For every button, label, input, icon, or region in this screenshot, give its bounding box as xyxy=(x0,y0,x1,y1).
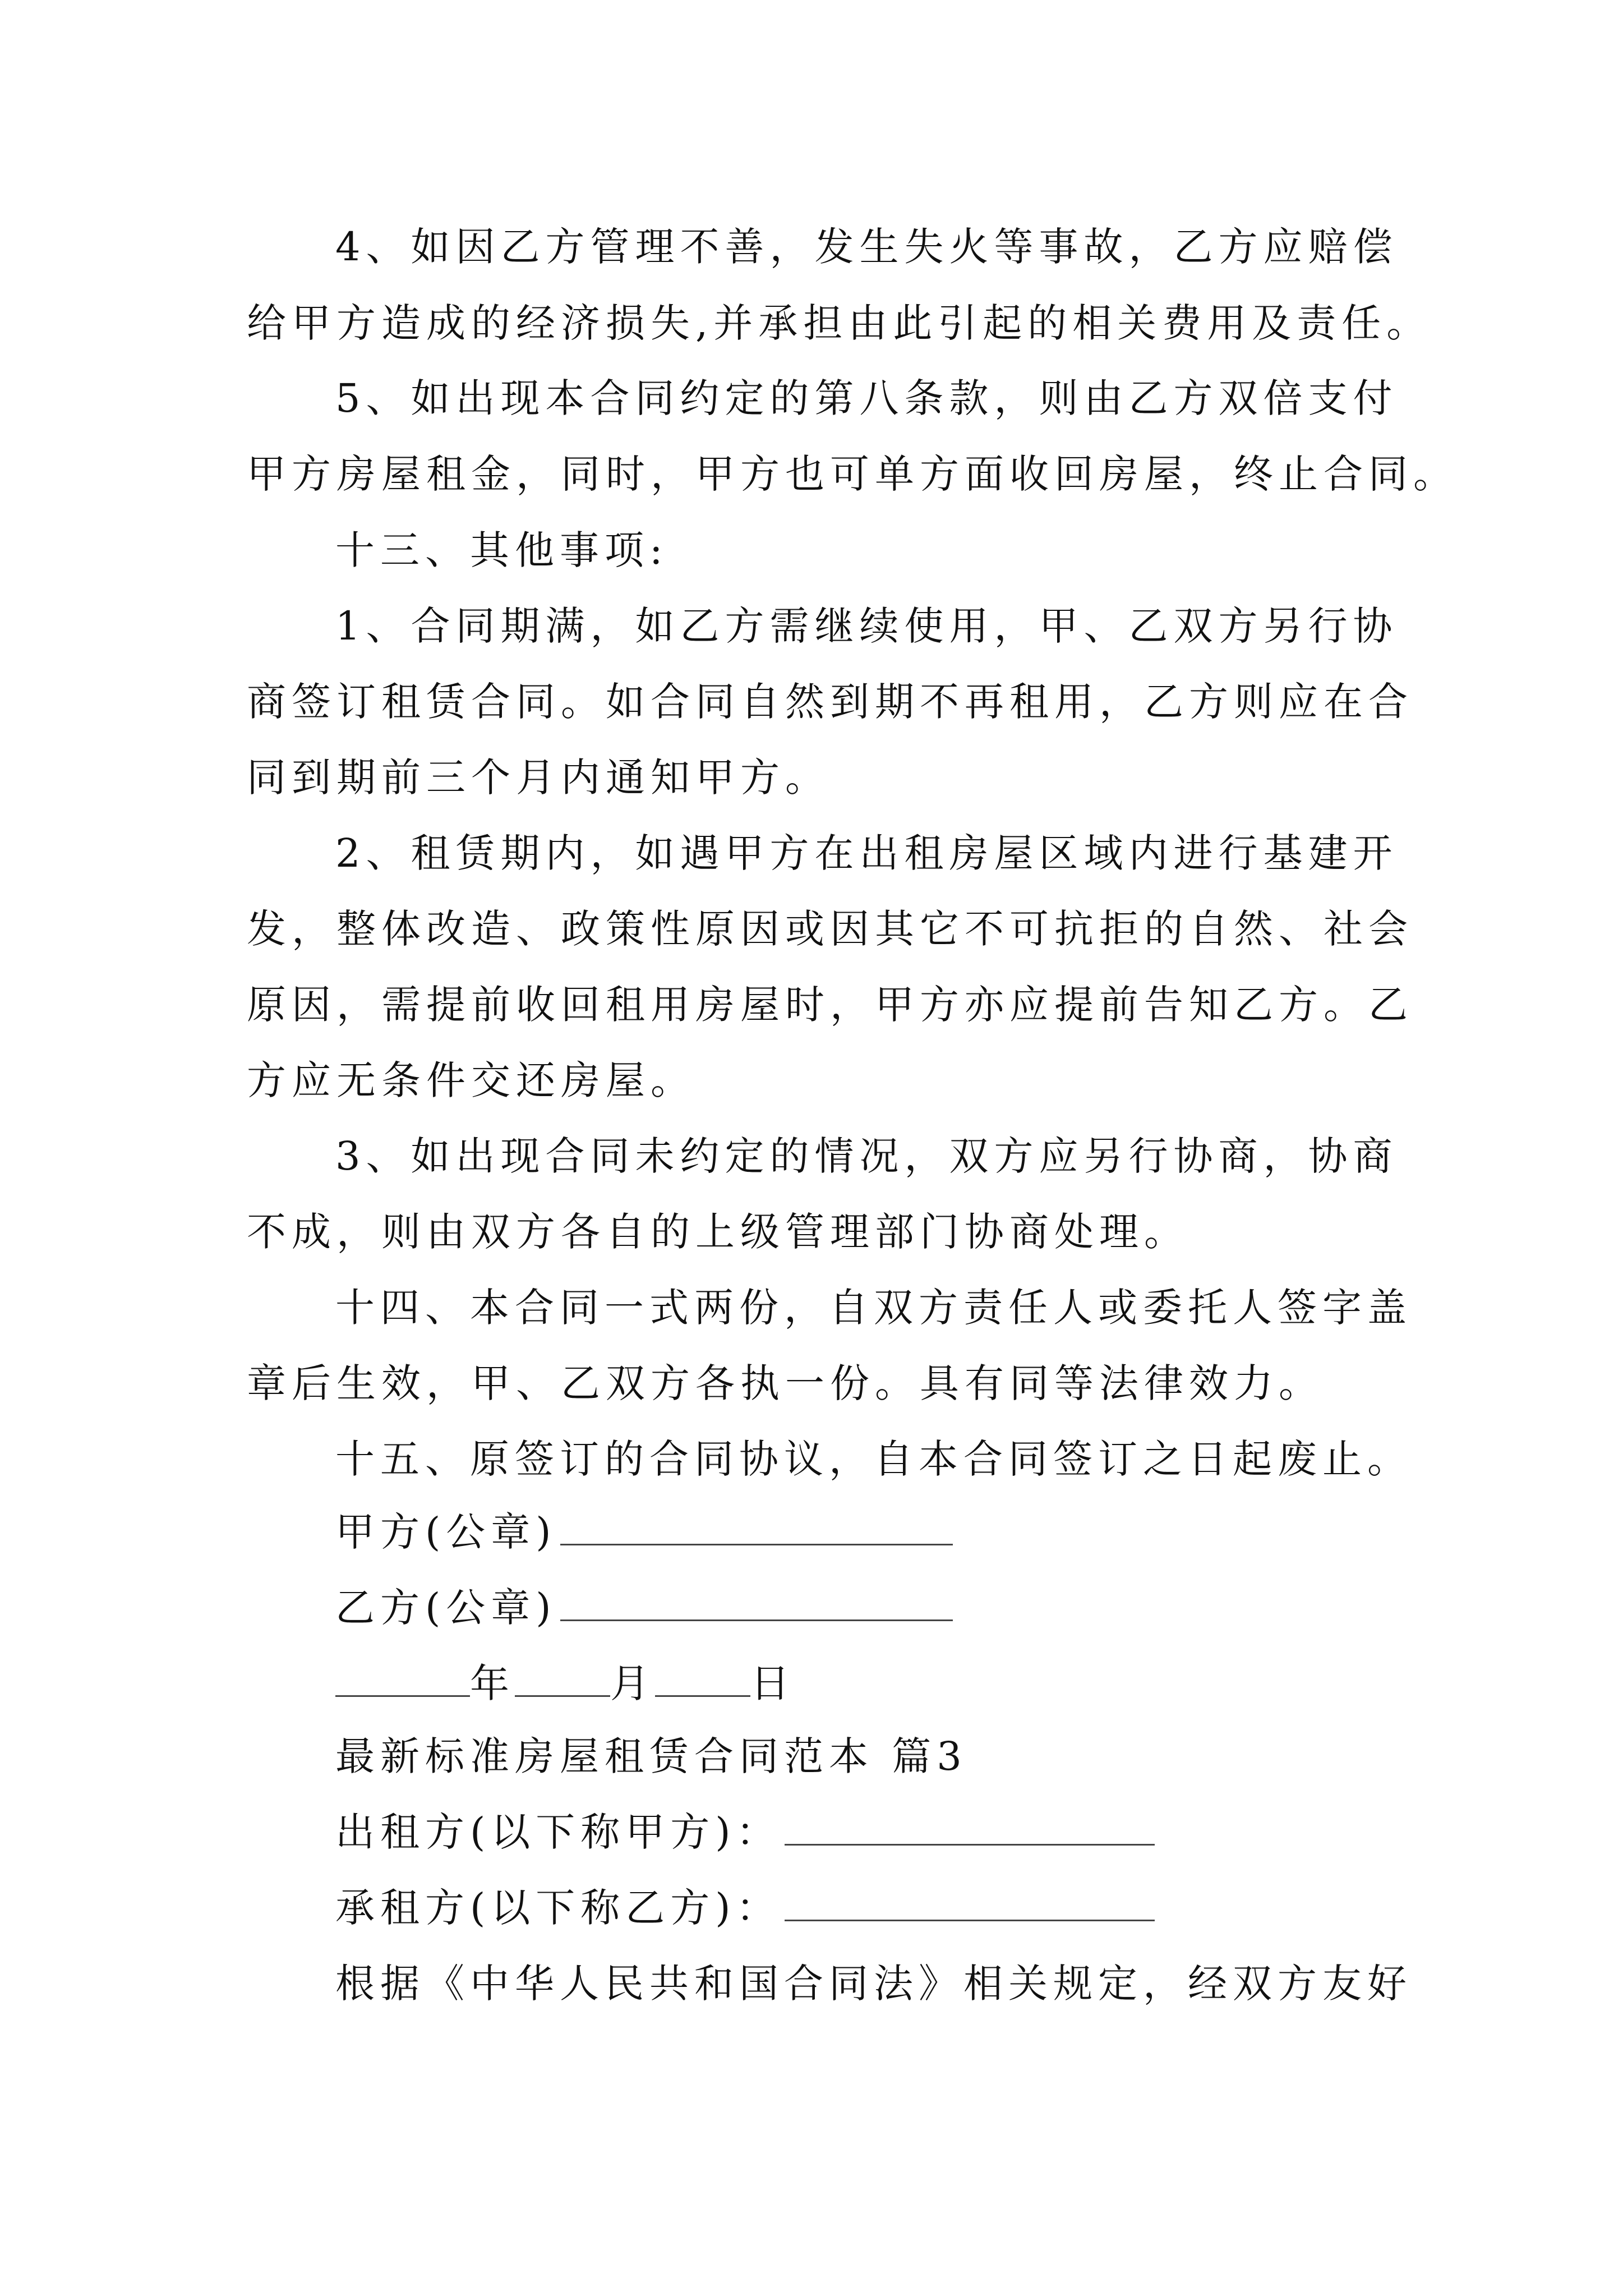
paragraph-line: 4、如因乙方管理不善，发生失火等事故，乙方应赔偿 xyxy=(335,224,1398,270)
paragraph-line: 十五、原签订的合同协议，自本合同签订之日起废止。 xyxy=(335,1436,1412,1482)
paragraph-line: 方应无条件交还房屋。 xyxy=(247,1057,695,1103)
section-heading: 十三、其他事项: xyxy=(335,527,668,573)
party-b-signature-blank xyxy=(560,1584,953,1621)
party-b-signature-line xyxy=(335,1582,953,1633)
month-blank xyxy=(515,1659,610,1697)
paragraph-line: 商签订租赁合同。如合同自然到期不再租用，乙方则应在合 xyxy=(247,679,1413,725)
paragraph-line: 根据《中华人民共和国合同法》相关规定，经双方友好 xyxy=(335,1961,1412,2007)
day-blank xyxy=(655,1659,750,1697)
month-label: 月 xyxy=(610,1660,655,1706)
paragraph-line: 甲方房屋租金，同时，甲方也可单方面收回房屋，终止合同。 xyxy=(247,451,1458,497)
paragraph-line: 1、合同期满，如乙方需继续使用，甲、乙双方另行协 xyxy=(335,603,1398,649)
paragraph-line: 5、如出现本合同约定的第八条款，则由乙方双倍支付 xyxy=(335,375,1398,421)
paragraph-line: 给甲方造成的经济损失,并承担由此引起的相关费用及责任。 xyxy=(247,300,1432,346)
party-a-signature-blank xyxy=(560,1508,953,1545)
lessee-label: 承租方(以下称乙方)： xyxy=(335,1885,781,1931)
paragraph-line: 发，整体改造、政策性原因或因其它不可抗拒的自然、社会 xyxy=(247,906,1413,952)
paragraph-line: 章后生效，甲、乙双方各执一份。具有同等法律效力。 xyxy=(247,1360,1324,1406)
paragraph-line: 十四、本合同一式两份，自双方责任人或委托人签字盖 xyxy=(335,1285,1412,1331)
lessor-label: 出租方(以下称甲方)： xyxy=(335,1809,781,1855)
paragraph-line: 不成，则由双方各自的上级管理部门协商处理。 xyxy=(247,1209,1189,1255)
lessee-line xyxy=(335,1883,1155,1933)
paragraph-line: 3、如出现合同未约定的情况，双方应另行协商，协商 xyxy=(335,1133,1398,1179)
paragraph-line: 2、租赁期内，如遇甲方在出租房屋区域内进行基建开 xyxy=(335,830,1398,876)
party-b-seal-label: 乙方(公章) xyxy=(335,1585,557,1631)
paragraph-line: 同到期前三个月内通知甲方。 xyxy=(247,754,830,800)
lessor-line xyxy=(335,1807,1155,1857)
lessor-blank xyxy=(785,1808,1155,1846)
party-a-signature-line xyxy=(335,1507,953,1557)
paragraph-line: 原因，需提前收回租用房屋时，甲方亦应提前告知乙方。乙 xyxy=(247,982,1413,1028)
lessee-blank xyxy=(785,1884,1155,1921)
year-blank xyxy=(335,1659,470,1697)
year-label: 年 xyxy=(470,1660,515,1706)
date-line xyxy=(335,1658,795,1709)
day-label: 日 xyxy=(750,1660,795,1706)
party-a-seal-label: 甲方(公章) xyxy=(335,1509,557,1555)
section-title: 最新标准房屋租赁合同范本 篇3 xyxy=(335,1733,967,1779)
